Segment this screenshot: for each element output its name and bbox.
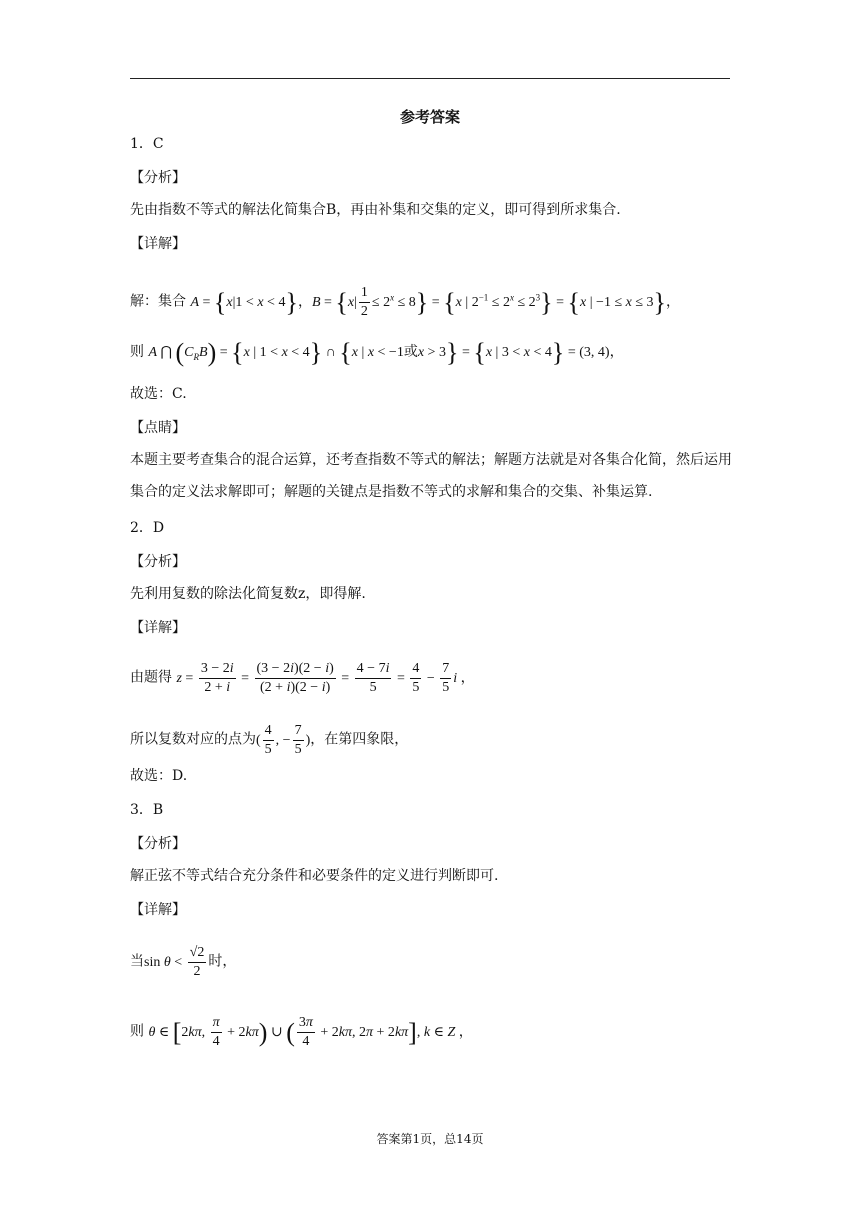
q1-analysis-text: 先由指数不等式的解法化简集合B，再由补集和交集的定义，即可得到所求集合. <box>130 202 621 218</box>
q1-line2-prefix: 则 <box>130 344 144 360</box>
q3-answer: 3．B <box>130 802 164 818</box>
q2-detail-line1 <box>130 660 475 697</box>
q2-line2-prefix: 所以复数对应的点为 <box>130 731 256 748</box>
q2-line1-prefix: 由题得 <box>130 669 172 686</box>
q3-analysis-tag: 【分析】 <box>130 836 186 852</box>
q1-detail-tag: 【详解】 <box>130 236 186 252</box>
page-title: 参考答案 <box>399 108 460 126</box>
q2-division-equation: z = $\frac{3 - 2i}{2 + i}$ = $\frac{(3 - 2i)(2 - i)}{(2 + i)(2 - i)}$ = $\frac{4 - 7i}{5}$ = $\frac{4}{5}$ − $\frac{7}{5}$ i ， <box>176 661 475 695</box>
q3-line2-prefix: 则 <box>130 1023 144 1040</box>
q1-comment-tag: 【点睛】 <box>130 420 186 436</box>
q2-point: ( $\frac{4}{5}$ , − $\frac{7}{5}$ ) <box>256 723 311 757</box>
q1-set-equations: A = {x|1 < x < 4}，B = {x| $\frac{1}{2}$ ≤ $2^x \le 8\} = \{x$ | $2^{-1} \le 2^x \le 2^3\} = \{x$ | −1 ≤ x ≤ 3}， <box>190 285 681 319</box>
q2-analysis-text: 先利用复数的除法化简复数z，即得解. <box>130 586 366 602</box>
q1-analysis-tag: 【分析】 <box>130 170 186 186</box>
q1-intersection-equation: A ⋂ $(C_RB) = \{x$ | 1 < x < 4} ∩ {x | x < −1或x > 3} = {x | 3 < x < 4} = (3, 4)， <box>148 337 624 367</box>
q1-answer: 1．C <box>130 136 164 152</box>
q1-conclusion: 故选：C. <box>130 386 187 402</box>
q2-answer: 2．D <box>130 520 165 536</box>
q3-detail-tag: 【详解】 <box>130 902 186 918</box>
q3-analysis-text: 解正弦不等式结合充分条件和必要条件的定义进行判断即可. <box>130 868 499 884</box>
q1-detail-line2 <box>130 337 624 367</box>
q1-detail-line1 <box>130 284 680 321</box>
q3-sine-condition: sin θ < $\frac{√2}{2}$ <box>144 945 205 979</box>
q1-comment-text: 本题主要考查集合的混合运算，还考查指数不等式的解法；解题方法就是对各集合化简，然后运用集合的定义法求解即可；解题的关键点是指数不等式的求解和集合的交集、补集运算. <box>130 452 732 500</box>
q1-line1-prefix: 解：集合 <box>130 293 186 310</box>
q2-detail-line2 <box>130 722 408 759</box>
q2-analysis-tag: 【分析】 <box>130 554 186 570</box>
q3-interval-equation: θ ∈ [2kπ, $\frac{\pi}{4}$ + 2kπ) ∪ ( $\frac{3\pi}{4}$ + 2kπ, 2π + 2kπ], k ∈ Z ， <box>148 1015 473 1049</box>
page-footer: 答案第1页，总14页 <box>376 1132 484 1146</box>
q3-detail-line2 <box>130 1014 473 1051</box>
q3-line1-prefix: 当 <box>130 953 144 970</box>
q3-detail-line1 <box>130 944 236 981</box>
q2-line2-suffix: ，在第四象限， <box>310 731 409 748</box>
q3-line1-suffix: 时， <box>208 953 237 970</box>
q2-detail-tag: 【详解】 <box>130 620 186 636</box>
q2-conclusion: 故选：D. <box>130 768 188 784</box>
header-rule <box>130 78 730 79</box>
